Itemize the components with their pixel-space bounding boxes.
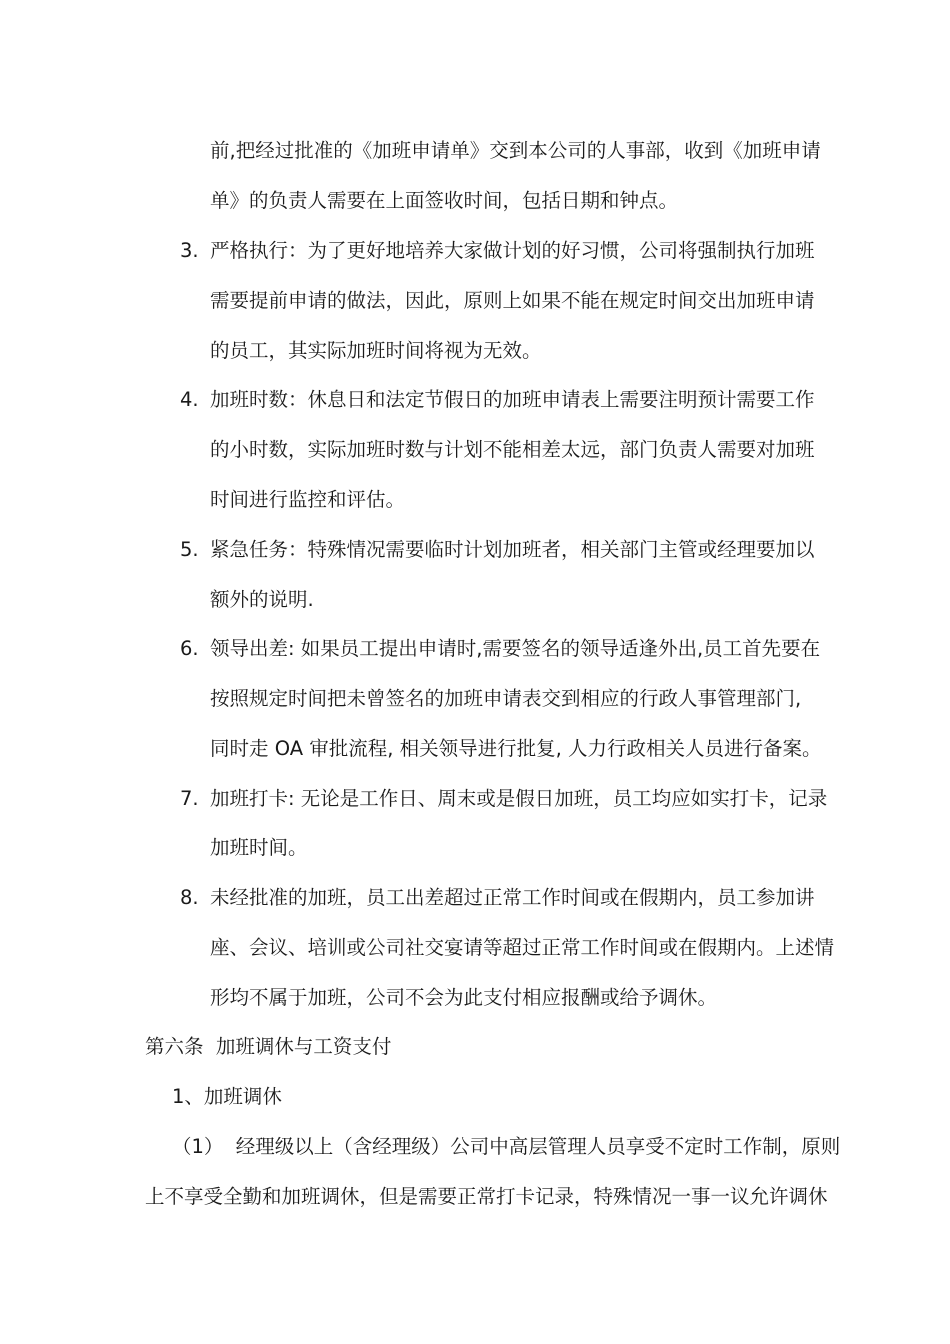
item-7-line-2: 加班时间。 — [210, 836, 308, 859]
item-5-number: 5. — [180, 538, 199, 561]
item-4-line-3: 时间进行监控和评估。 — [210, 488, 406, 511]
article-heading: 第六条 加班调休与工资支付 — [145, 1035, 392, 1058]
item-6-line-1: 领导出差: 如果员工提出申请时,需要签名的领导适逢外出,员工首先要在 — [210, 637, 821, 660]
item-8-line-2: 座、会议、培训或公司社交宴请等超过正常工作时间或在假期内。上述情 — [210, 936, 835, 959]
paragraph-line-1: （1） 经理级以上（含经理级）公司中高层管理人员享受不定时工作制，原则 — [172, 1135, 841, 1158]
item-3-line-2: 需要提前申请的做法，因此，原则上如果不能在规定时间交出加班申请 — [210, 289, 815, 312]
item-6-number: 6. — [180, 637, 199, 660]
paragraph-line-2: 上不享受全勤和加班调休，但是需要正常打卡记录，特殊情况一事一议允许调休 — [145, 1185, 828, 1208]
item-4-number: 4. — [180, 388, 199, 411]
item-4-line-1: 加班时数：休息日和法定节假日的加班申请表上需要注明预计需要工作 — [210, 388, 815, 411]
item-7-number: 7. — [180, 787, 199, 810]
item-4-line-2: 的小时数，实际加班时数与计划不能相差太远，部门负责人需要对加班 — [210, 438, 815, 461]
item-6-line-3: 同时走 OA 审批流程, 相关领导进行批复, 人力行政相关人员进行备案。 — [210, 737, 822, 760]
item-7-line-1: 加班打卡: 无论是工作日、周末或是假日加班，员工均应如实打卡，记录 — [210, 787, 828, 810]
item-6-line-2: 按照规定时间把未曾签名的加班申请表交到相应的行政人事管理部门, — [210, 687, 802, 710]
item-5-line-1: 紧急任务：特殊情况需要临时计划加班者，相关部门主管或经理要加以 — [210, 538, 815, 561]
item-8-number: 8. — [180, 886, 199, 909]
item-5-line-2: 额外的说明. — [210, 588, 314, 611]
item-8-line-3: 形均不属于加班，公司不会为此支付相应报酬或给予调休。 — [210, 986, 718, 1009]
continuation-line-2: 单》的负责人需要在上面签收时间，包括日期和钟点。 — [210, 189, 679, 212]
sub-heading: 1、加班调休 — [172, 1085, 282, 1108]
item-3-number: 3. — [180, 239, 199, 262]
item-3-line-3: 的员工，其实际加班时间将视为无效。 — [210, 339, 542, 362]
item-3-line-1: 严格执行：为了更好地培养大家做计划的好习惯，公司将强制执行加班 — [210, 239, 815, 262]
continuation-line-1: 前,把经过批准的《加班申请单》交到本公司的人事部，收到《加班申请 — [210, 139, 821, 162]
item-8-line-1: 未经批准的加班，员工出差超过正常工作时间或在假期内，员工参加讲 — [210, 886, 815, 909]
